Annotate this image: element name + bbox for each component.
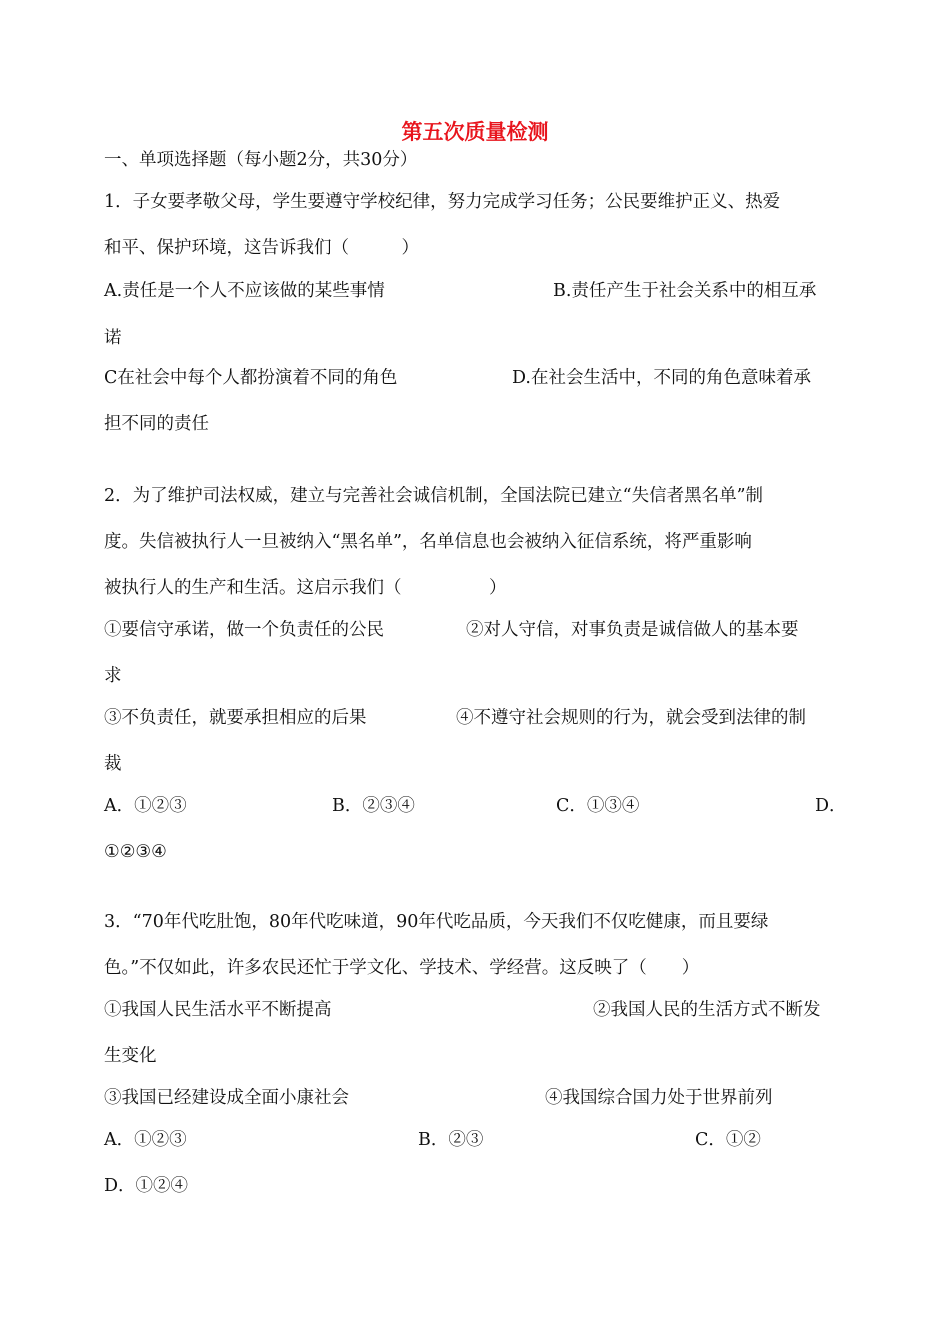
q2-item-1: ①要信守承诺，做一个负责任的公民 — [104, 620, 384, 640]
q2-stem-line1: 2．为了维护司法权威，建立与完善社会诚信机制，全国法院已建立“失信者黑名单”制 — [104, 486, 764, 506]
q2-stem-line2: 度。失信被执行人一旦被纳入“黑名单”，名单信息也会被纳入征信系统，将严重影响 — [104, 532, 752, 552]
q2-item-2: ②对人守信，对事负责是诚信做人的基本要 — [466, 620, 799, 640]
q2-item-4: ④不遵守社会规则的行为，就会受到法律的制 — [456, 708, 806, 728]
q3-item-1: ①我国人民生活水平不断提高 — [104, 1000, 332, 1020]
q2-option-a: A．①②③ — [104, 796, 187, 816]
q2-option-d-wrap: ①②③④ — [104, 842, 167, 862]
q1-option-d-wrap: 担不同的责任 — [104, 414, 209, 434]
q3-option-c: C．①② — [695, 1130, 761, 1150]
q1-option-b-wrap: 诺 — [104, 328, 122, 348]
q2-option-b: B．②③④ — [332, 796, 415, 816]
q1-option-b: B.责任产生于社会关系中的相互承 — [553, 281, 817, 301]
section-heading: 一、单项选择题（每小题2分，共30分） — [104, 150, 418, 170]
q3-item-4: ④我国综合国力处于世界前列 — [545, 1088, 773, 1108]
q2-option-d: D． — [815, 796, 847, 816]
q3-option-a: A．①②③ — [104, 1130, 187, 1150]
q1-stem-line1: 1．子女要孝敬父母，学生要遵守学校纪律，努力完成学习任务；公民要维护正义、热爱 — [104, 192, 781, 212]
q3-item-3: ③我国已经建设成全面小康社会 — [104, 1088, 349, 1108]
q2-stem-line3: 被执行人的生产和生活。这启示我们（ ） — [104, 578, 507, 598]
q2-item-2-wrap: 求 — [104, 666, 122, 686]
q3-option-b: B．②③ — [418, 1130, 484, 1150]
q1-option-d: D.在社会生活中，不同的角色意味着承 — [512, 368, 811, 388]
q3-item-2-wrap: 生变化 — [104, 1046, 157, 1066]
q2-item-3: ③不负责任，就要承担相应的后果 — [104, 708, 367, 728]
q1-option-a: A.责任是一个人不应该做的某些事情 — [104, 281, 385, 301]
q3-option-d: D．①②④ — [104, 1176, 189, 1196]
q3-stem-line1: 3．“70年代吃肚饱，80年代吃味道，90年代吃品质，今天我们不仅吃健康，而且要绿 — [104, 912, 769, 932]
q3-item-2: ②我国人民的生活方式不断发 — [593, 1000, 821, 1020]
q3-stem-line2: 色。”不仅如此，许多农民还忙于学文化、学技术、学经营。这反映了（ ） — [104, 958, 700, 978]
q1-option-c: C在社会中每个人都扮演着不同的角色 — [104, 368, 398, 388]
q2-option-c: C．①③④ — [556, 796, 640, 816]
page-title: 第五次质量检测 — [401, 119, 549, 144]
q1-stem-line2: 和平、保护环境，这告诉我们（ ） — [104, 238, 419, 258]
q2-item-4-wrap: 裁 — [104, 754, 122, 774]
